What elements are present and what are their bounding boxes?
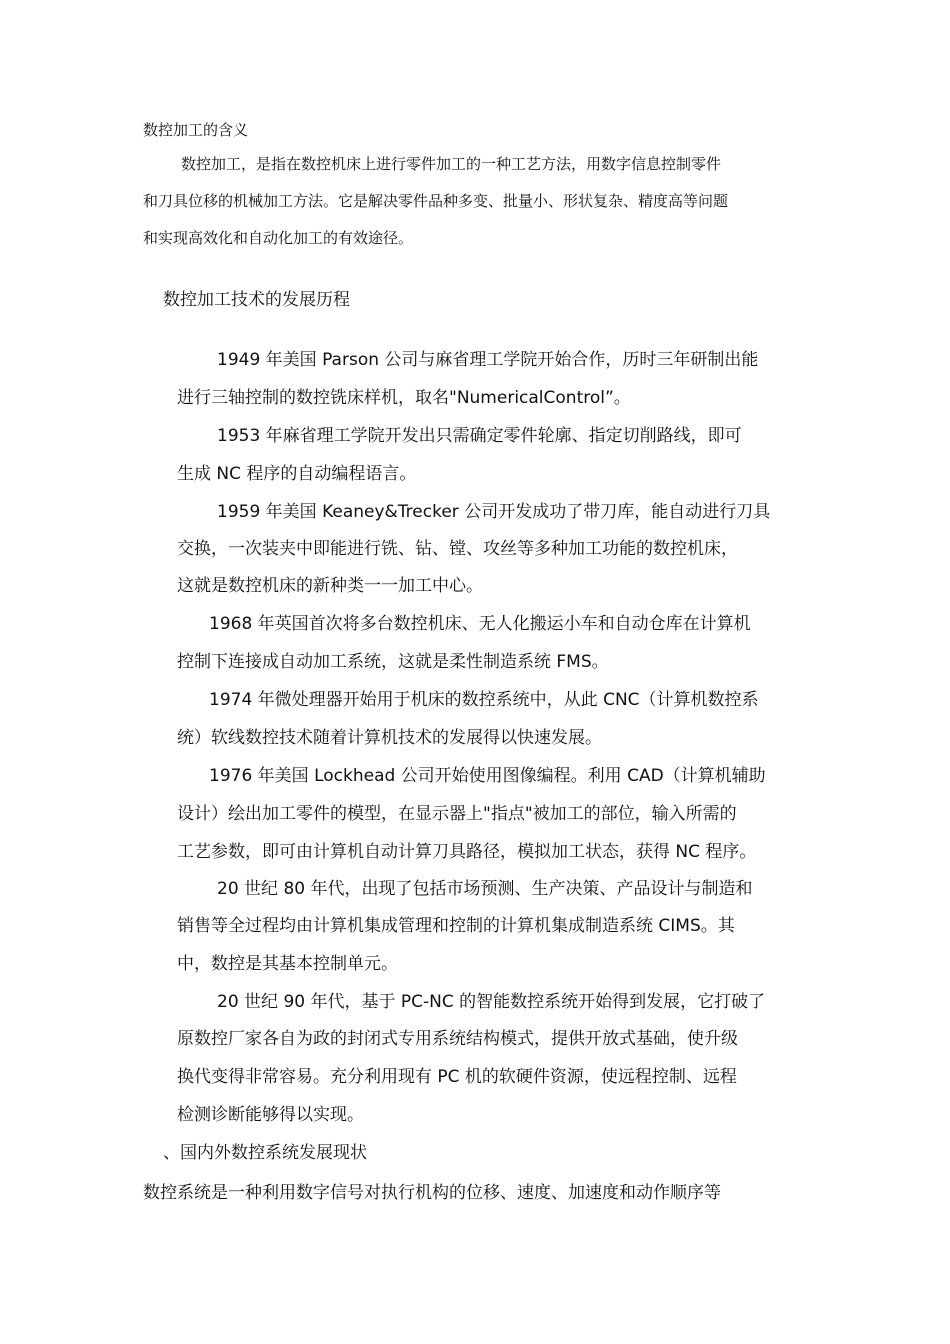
paragraph-line: 中，数控是其基本控制单元。 bbox=[177, 954, 398, 974]
paragraph-line: 和刀具位移的机械加工方法。它是解决零件品种多变、批量小、形状复杂、精度高等问题 bbox=[143, 192, 729, 210]
section-title-domestic-foreign-status: 、国内外数控系统发展现状 bbox=[163, 1143, 367, 1163]
paragraph-line: 1953 年麻省理工学院开发出只需确定零件轮廓、指定切削路线，即可 bbox=[217, 426, 742, 446]
paragraph-line: 1959 年美国 Keaney&Trecker 公司开发成功了带刀库，能自动进行刀具 bbox=[217, 502, 771, 522]
section-title-nc-machining-meaning: 数控加工的含义 bbox=[143, 121, 249, 139]
paragraph-line: 工艺参数，即可由计算机自动计算刀具路径，模拟加工状态，获得 NC 程序。 bbox=[177, 842, 757, 862]
paragraph-line: 这就是数控机床的新种类一一加工中心。 bbox=[177, 576, 483, 596]
paragraph-line: 统）软线数控技术随着计算机技术的发展得以快速发展。 bbox=[177, 728, 602, 748]
paragraph-line: 1968 年英国首次将多台数控机床、无人化搬运小车和自动仓库在计算机 bbox=[209, 614, 751, 634]
paragraph-line: 控制下连接成自动加工系统，这就是柔性制造系统 FMS。 bbox=[177, 652, 609, 672]
section-title-development-history: 数控加工技术的发展历程 bbox=[163, 290, 350, 310]
paragraph-line: 数控加工，是指在数控机床上进行零件加工的一种工艺方法，用数字信息控制零件 bbox=[181, 155, 722, 173]
paragraph-line: 设计）绘出加工零件的模型，在显示器上"指点"被加工的部位，输入所需的 bbox=[177, 804, 737, 824]
paragraph-line: 销售等全过程均由计算机集成管理和控制的计算机集成制造系统 CIMS。其 bbox=[177, 916, 735, 936]
paragraph-line: 生成 NC 程序的自动编程语言。 bbox=[177, 464, 417, 484]
paragraph-line: 数控系统是一种利用数字信号对执行机构的位移、速度、加速度和动作顺序等 bbox=[143, 1183, 721, 1203]
paragraph-line: 进行三轴控制的数控铣床样机，取名"NumericalControl”。 bbox=[177, 388, 631, 408]
paragraph-line: 1976 年美国 Lockhead 公司开始使用图像编程。利用 CAD（计算机辅助 bbox=[209, 766, 766, 786]
paragraph-line: 1949 年美国 Parson 公司与麻省理工学院开始合作，历时三年研制出能 bbox=[217, 350, 759, 370]
paragraph-line: 1974 年微处理器开始用于机床的数控系统中，从此 CNC（计算机数控系 bbox=[209, 690, 759, 710]
paragraph-line: 20 世纪 90 年代，基于 PC-NC 的智能数控系统开始得到发展，它打破了 bbox=[217, 992, 766, 1012]
paragraph-line: 20 世纪 80 年代，出现了包括市场预测、生产决策、产品设计与制造和 bbox=[217, 879, 753, 899]
paragraph-line: 换代变得非常容易。充分利用现有 PC 机的软硬件资源，使远程控制、远程 bbox=[177, 1067, 737, 1087]
paragraph-line: 和实现高效化和自动化加工的有效途径。 bbox=[143, 229, 414, 247]
paragraph-line: 交换，一次装夹中即能进行铣、钻、镗、攻丝等多种加工功能的数控机床， bbox=[177, 539, 738, 559]
paragraph-line: 检测诊断能够得以实现。 bbox=[177, 1105, 364, 1125]
paragraph-line: 原数控厂家各自为政的封闭式专用系统结构模式，提供开放式基础，使升级 bbox=[177, 1029, 738, 1049]
